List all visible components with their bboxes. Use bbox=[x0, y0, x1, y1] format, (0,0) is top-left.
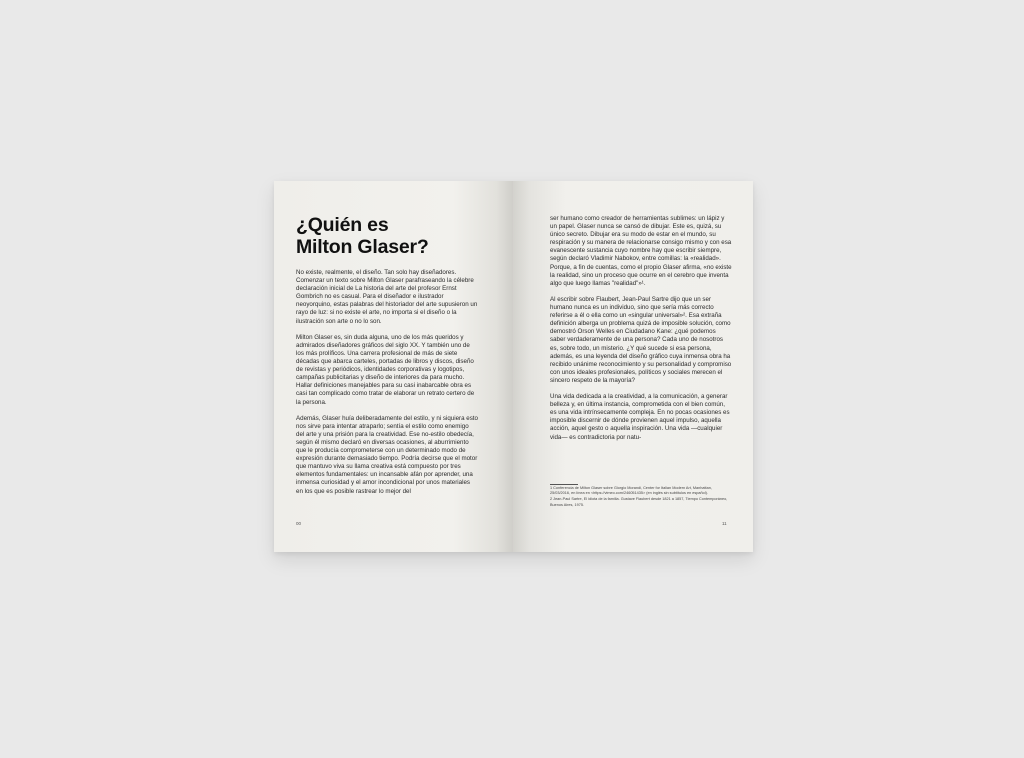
title-line-2: Milton Glaser? bbox=[296, 236, 429, 258]
title-line-1: ¿Quién es bbox=[296, 214, 389, 236]
paragraph: Una vida dedicada a la creatividad, a la comunicación, a generar belleza y, en última instancia, comprometida con el bien común, es una vida intrínsecamente compleja. En no pocas ocasiones es imposible discernir de dónde provienen aquel impulso, aquella acción, aquel gesto o aquella inspiración. Una vida —cualquier vida— es contradictoria por natu- bbox=[550, 393, 730, 441]
right-body-text bbox=[550, 215, 732, 450]
paragraph: ser humano como creador de herramientas sublimes: un lápiz y un papel. Glaser nunca se cansó de dibujar. Este es, quizá, su único secreto. Dibujar era su modo de estar en el mundo, su respiración y su manera de relacionarse consigo mismo y con esa evanescente sustancia cuyo nombre hay que escribir siempre, según declaró Vladimir Nabokov, entre comillas: la «realidad». Porque, a fin de cuentas, como el propio Glaser afirma, «no existe la realidad, sino un proceso que ocurre en el cerebro que inventa algo que luego llamas "realidad"»¹. bbox=[550, 215, 732, 287]
footnotes bbox=[550, 486, 730, 509]
paragraph: Milton Glaser es, sin duda alguna, uno de los más queridos y admirados diseñadores gráficos del siglo XX. Y también uno de los más prolíficos. Una carrera profesional de más de siete décadas que abarca carteles, portadas de libros y discos, diseño de revistas y periódicos, identidades corporativas y logotipos, campañas publicitarias y diseño de interiores da para mucho. Hallar definiciones manejables para su casi inabarcable obra es casi tan complicado como tratar de elaborar un retrato certero de la persona. bbox=[296, 333, 475, 406]
paragraph: Además, Glaser huía deliberadamente del estilo, y ni siquiera esto nos sirve para intentar atraparlo; sentía el estilo como enemigo del arte y una prisión para la creatividad. Ese no-estilo obedecía, según él mismo declaró en diversas ocasiones, al aburrimiento que le producía comprometerse con un determinado modo de expresión durante demasiado tiempo. Podría decirse que el motor que mantuvo viva su llama creativa está compuesto por tres elementos fundamentales: un incansable afán por aprender, una inmensa curiosidad y el amor incondicional por unos materiales en los que es posible rastrear lo mejor del bbox=[296, 414, 478, 495]
paragraph: No existe, realmente, el diseño. Tan solo hay diseñadores. Comenzar un texto sobre Milton Glaser parafraseando la célebre declaración inicial de La historia del arte del profesor Ernst Gombrich no es casual. Para el diseñador e ilustrador neoyorquino, estas palabras del historiador del arte supusieron un rayo de luz: si no existe el arte, no importa si el diseño o la ilustración son arte o no lo son. bbox=[296, 269, 478, 325]
open-book bbox=[274, 181, 753, 552]
paragraph: Al escribir sobre Flaubert, Jean-Paul Sartre dijo que un ser humano nunca es un individuo, sino que sería más correcto referirse a él o ella como un «singular universal»². Esa extraña definición alberga un problema quizá de imposible solución, como demostró Orson Welles en Ciudadano Kane: ¿qué podemos saber verdaderamente de una persona? Cada uno de nosotros es, sobre todo, un misterio. ¿Y qué sucede si esa persona, además, es una leyenda del diseño gráfico cuya inmensa obra ha recibido unánime reconocimiento y su personalidad y compromiso con unos ideales profesionales, políticos y sociales merecen el sincero respeto de la mayoría? bbox=[550, 295, 732, 384]
footnote: 1 Conferencia de Milton Glaser sobre Giorgio Morandi, Center for Italian Modern Art, Manhattan, 25/03/2016, en línea en <https://vimeo.com/246051435> (en inglés sin subtítulos en español). bbox=[550, 486, 712, 496]
footnote-rule bbox=[550, 484, 578, 485]
footnote: 2 Jean-Paul Sartre, El idiota de la familia. Gustave Flaubert desde 1821 a 1857, Tiempo Contemporáneo, Buenos Aires, 1975. bbox=[550, 497, 728, 507]
page-number-left: 00 bbox=[296, 521, 302, 526]
chapter-title bbox=[296, 214, 496, 258]
page-number-right: 11 bbox=[722, 521, 727, 526]
left-body-text bbox=[296, 269, 478, 504]
